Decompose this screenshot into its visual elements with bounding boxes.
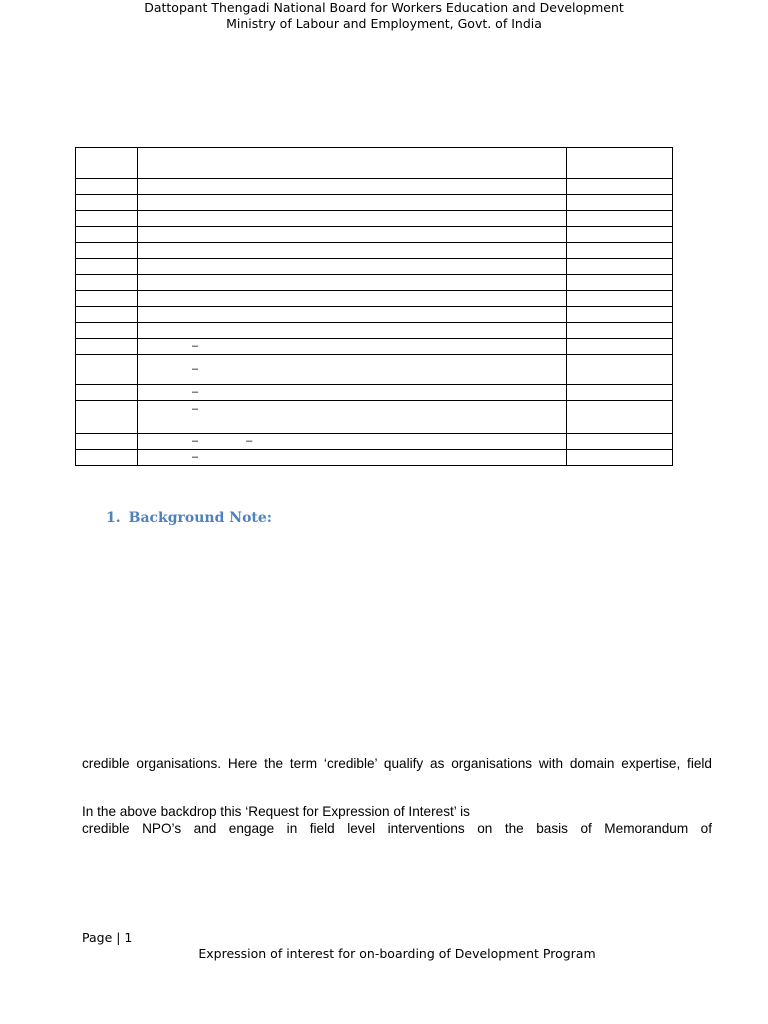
section-heading	[106, 510, 272, 526]
body-text-line: In the above backdrop this ‘Request for Expression of Interest’ is	[82, 804, 470, 819]
table-row	[76, 434, 673, 450]
body-text-line: credible organisations. Here the term ‘credible’ qualify as organisations with domain expertise, field	[82, 756, 712, 771]
table-row	[76, 179, 673, 195]
body-text-line: credible NPO’s and engage in field level interventions on the basis of Memorandum of	[82, 821, 712, 836]
dash-mark: –	[192, 435, 199, 447]
table-row	[76, 227, 673, 243]
table-header-row	[76, 148, 673, 179]
table-row	[76, 291, 673, 307]
table-row	[76, 211, 673, 227]
dash-mark: –	[192, 340, 199, 352]
table-row	[76, 355, 673, 385]
table-row	[76, 323, 673, 339]
table-row	[76, 195, 673, 211]
table-row	[76, 307, 673, 323]
dash-mark: –	[192, 386, 199, 398]
table-row	[76, 401, 673, 434]
dash-mark: –	[246, 435, 253, 447]
dash-mark: –	[192, 363, 199, 375]
table-row	[76, 259, 673, 275]
dash-mark: –	[192, 451, 199, 463]
page-number: Page | 1	[82, 930, 133, 945]
header-organisation-name: Dattopant Thengadi National Board for Workers Education and Development	[144, 0, 624, 15]
table-row	[76, 275, 673, 291]
dash-mark: –	[192, 403, 199, 415]
table-row	[76, 339, 673, 355]
table-row	[76, 243, 673, 259]
footer-caption: Expression of interest for on-boarding of Development Program	[198, 946, 596, 961]
section-title: Background Note:	[128, 510, 272, 526]
section-number: 1.	[106, 510, 121, 526]
header-ministry-name: Ministry of Labour and Employment, Govt. of India	[226, 16, 542, 31]
contents-table	[75, 147, 673, 466]
table-row	[76, 450, 673, 466]
table-row	[76, 385, 673, 401]
